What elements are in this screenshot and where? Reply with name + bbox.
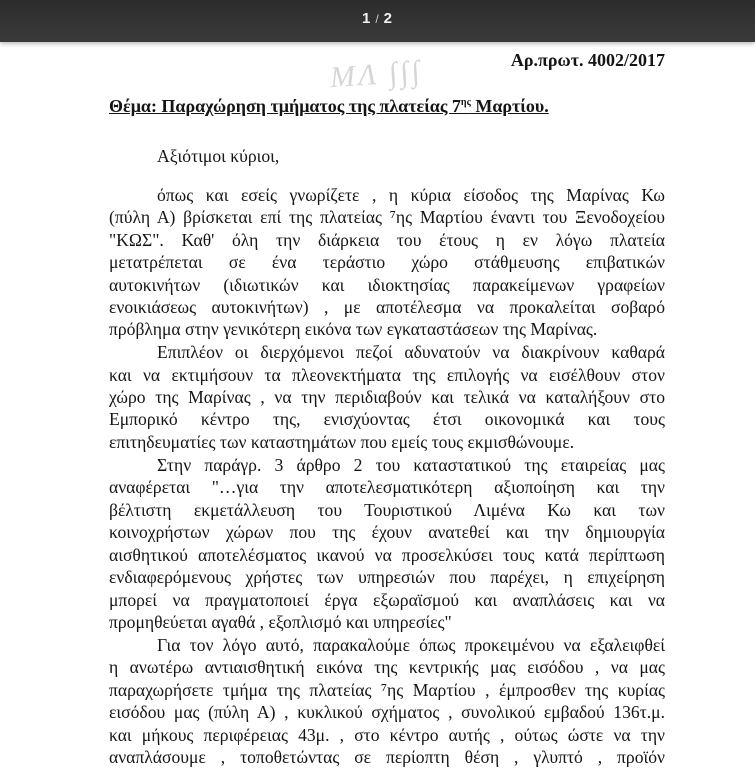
subject-line: [109, 95, 549, 117]
subject-text-start: Θέμα: Παραχώρηση τμήματος της πλατείας 7: [109, 96, 461, 116]
body-line: μετατρέπεται σε ένα τεράστιο χώρο στάθμευσης επιβατικών: [109, 252, 665, 272]
body-line: Για τον λόγο αυτό, παρακαλούμε όπως προκειμένου να εξαλειφθεί: [157, 635, 665, 655]
body-line: αναφέρεται "…για την αποτελεσματικότερη αξιοποίηση και την: [109, 477, 665, 497]
body-line: μπορεί να πραγματοποιεί έργα εξωραϊσμού και αναπλάσεις και να: [109, 590, 665, 610]
body-line: Εμπορικό κέντρο της, ενισχύοντας έτσι οικονομικά και τους: [109, 409, 665, 429]
body-line: πρόβλημα στην γενικότερη εικόνα των εγκαταστάσεων της Μαρίνας.: [109, 319, 598, 339]
pdf-viewer-toolbar: [0, 0, 755, 42]
body-line: η ανωτέρω αντιαισθητική εικόνα της κεντρικής μας εισόδου , να μας: [109, 657, 665, 677]
page-indicator: [0, 10, 755, 27]
body-line: αναπλάσουμε , τοποθετώντας σε περίοπτη θέση , γλυπτό , προϊόν: [109, 747, 665, 767]
body-line: Επιπλέον οι διερχόμενοι πεζοί αδυνατούν να διακρίνουν καθαρά: [157, 342, 665, 362]
subject-superscript: ης: [460, 97, 471, 108]
body-line: και μήκους περιφέρειας 43μ. , στο κέντρο αυτής , ούτως ώστε να την: [109, 725, 665, 745]
body-line: προμηθεύεται αγαθά , εξοπλισμό και υπηρεσίες": [109, 612, 452, 632]
subject-text-end: Μαρτίου.: [470, 96, 549, 116]
body-line: "ΚΩΣ". Καθ' όλη την διάρκεια του έτους η εν λόγω πλατεία: [109, 230, 665, 250]
body-line: εισόδου μας (πύλη Α) , κυκλικού σχήματος , συνολικού εμβαδού 136τ.μ.: [109, 702, 665, 722]
body-line: αυτοκινήτων (ιδιωτικών και ιδιοκτησίας παρακείμενων γραφείων: [109, 275, 665, 295]
body-line: ενοικιάσεως αυτοκινήτων) , με αποτέλεσμα να προκαλείται σοβαρό: [109, 297, 665, 317]
body-line: Στην παράγρ. 3 άρθρο 2 του καταστατικού της εταιρείας μας: [157, 455, 665, 475]
body-line: αισθητικού αποτελέσματος ικανού να προσελκύσει τους κατά περίπτωση: [109, 545, 665, 565]
body-line: και να εκτιμήσουν τα πλεονεκτήματα της επιλογής να εισέλθουν στον: [109, 365, 665, 385]
body-line: ενδιαφερόμενους χρήστες των υπηρεσιών που παρέχει, η επιχείρηση: [109, 567, 665, 587]
body-line: επιτηδευματίες των καταστημάτων που εμείς τους εκμισθώνουμε.: [109, 432, 575, 452]
body-line: (πύλη Α) βρίσκεται επί της πλατείας ⁷ης Μαρτίου έναντι του Ξενοδοχείου: [109, 207, 665, 227]
bleed-through-handwriting: ΜΛ ∫∫∫: [328, 54, 424, 95]
current-page-number: 1: [361, 10, 372, 27]
body-line: χώρο της Μαρίνας , να την περιδιαβούν και τελικά να καταλήξουν στο: [109, 387, 665, 407]
body-line: κοινοχρήστων χώρων που της έχουν ανατεθεί και την δημιουργία: [109, 522, 665, 542]
body-line: παραχωρήσετε τμήμα της πλατείας ⁷ης Μαρτίου , έμπροσθεν της κυρίας: [109, 680, 665, 700]
greeting: Αξιότιμοι κύριοι,: [157, 146, 280, 166]
body-line: βέλτιστη εκμετάλλευση του Τουριστικού Λιμένα Κω και των: [109, 500, 665, 520]
body-line: όπως και εσείς γνωρίζετε , η κύρια είσοδος της Μαρίνας Κω: [157, 185, 665, 205]
protocol-number: Αρ.πρωτ. 4002/2017: [510, 50, 665, 70]
total-pages-number: 2: [383, 10, 394, 27]
page-separator: /: [375, 12, 380, 26]
